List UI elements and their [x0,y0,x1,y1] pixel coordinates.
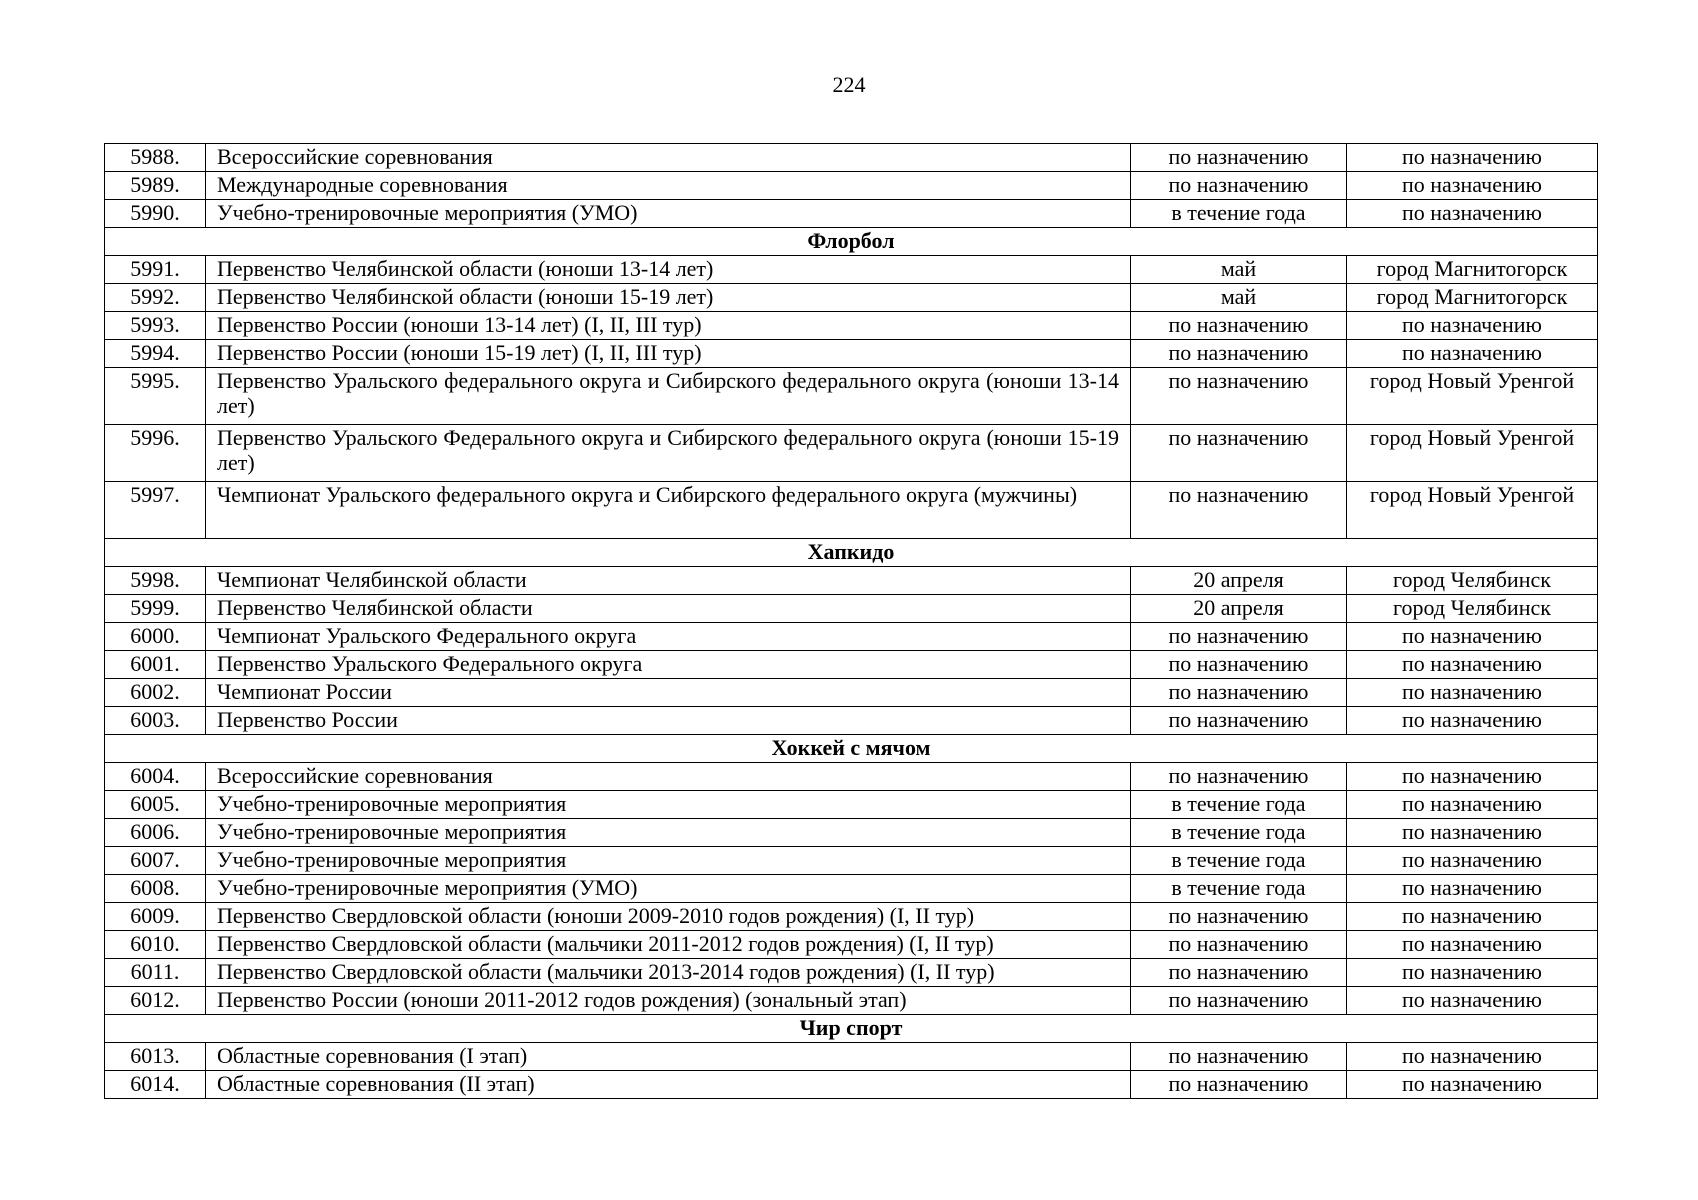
event-date-cell: по назначению [1131,144,1347,172]
event-date-cell: по назначению [1131,679,1347,707]
table-row [105,707,1598,735]
row-number-cell: 6012. [105,987,206,1015]
event-date-cell: по назначению [1131,707,1347,735]
section-header-row [105,1015,1598,1043]
event-place-cell: по назначению [1347,623,1598,651]
event-date-cell: по назначению [1131,623,1347,651]
event-name-cell: Первенство Свердловской области (юноши 2009-2010 годов рождения) (I, II тур) [206,903,1131,931]
event-date-cell: по назначению [1131,1071,1347,1099]
event-date-cell: по назначению [1131,312,1347,340]
row-number-cell: 5999. [105,595,206,623]
event-name-cell: Первенство Уральского Федерального округа [206,651,1131,679]
event-place-cell: по назначению [1347,931,1598,959]
event-place-cell: город Новый Уренгой [1347,368,1598,425]
event-date-cell: май [1131,256,1347,284]
event-place-cell: по назначению [1347,763,1598,791]
event-place-cell: по назначению [1347,707,1598,735]
event-date-cell: по назначению [1131,763,1347,791]
table-row [105,425,1598,482]
section-title: Флорбол [105,228,1598,256]
event-name-cell: Областные соревнования (II этап) [206,1071,1131,1099]
row-number-cell: 6000. [105,623,206,651]
event-name-cell: Первенство России (юноши 15-19 лет) (I, II, III тур) [206,340,1131,368]
row-number-cell: 6010. [105,931,206,959]
section-title: Чир спорт [105,1015,1598,1043]
table-row [105,763,1598,791]
table-row [105,931,1598,959]
event-date-cell: по назначению [1131,651,1347,679]
table-row [105,200,1598,228]
event-name-cell: Всероссийские соревнования [206,144,1131,172]
event-name-cell: Областные соревнования (I этап) [206,1043,1131,1071]
event-place-cell: по назначению [1347,847,1598,875]
event-date-cell: по назначению [1131,172,1347,200]
row-number-cell: 6007. [105,847,206,875]
row-number-cell: 5994. [105,340,206,368]
event-place-cell: по назначению [1347,819,1598,847]
event-place-cell: по назначению [1347,679,1598,707]
row-number-cell: 6002. [105,679,206,707]
table-row [105,144,1598,172]
table-row [105,903,1598,931]
row-number-cell: 6013. [105,1043,206,1071]
table-row [105,651,1598,679]
event-date-cell: май [1131,284,1347,312]
event-name-cell: Международные соревнования [206,172,1131,200]
event-date-cell: по назначению [1131,1043,1347,1071]
event-place-cell: по назначению [1347,200,1598,228]
row-number-cell: 5998. [105,567,206,595]
table-row [105,791,1598,819]
row-number-cell: 6003. [105,707,206,735]
event-date-cell: в течение года [1131,819,1347,847]
event-name-cell: Учебно-тренировочные мероприятия [206,791,1131,819]
table-row [105,987,1598,1015]
event-name-cell: Первенство России [206,707,1131,735]
event-name-cell: Учебно-тренировочные мероприятия [206,819,1131,847]
table-row [105,482,1598,539]
event-date-cell: в течение года [1131,200,1347,228]
event-name-cell: Чемпионат Уральского Федерального округа [206,623,1131,651]
event-place-cell: по назначению [1347,340,1598,368]
event-date-cell: в течение года [1131,875,1347,903]
event-name-cell: Чемпионат Уральского федерального округа и Сибирского федерального округа (мужчины) [206,482,1131,539]
table-row [105,679,1598,707]
event-name-cell: Учебно-тренировочные мероприятия [206,847,1131,875]
event-date-cell: по назначению [1131,903,1347,931]
table-row [105,567,1598,595]
row-number-cell: 5989. [105,172,206,200]
row-number-cell: 6006. [105,819,206,847]
table-row [105,595,1598,623]
row-number-cell: 5997. [105,482,206,539]
row-number-cell: 5996. [105,425,206,482]
event-name-cell: Чемпионат России [206,679,1131,707]
event-name-cell: Учебно-тренировочные мероприятия (УМО) [206,875,1131,903]
section-title: Хоккей с мячом [105,735,1598,763]
event-name-cell: Учебно-тренировочные мероприятия (УМО) [206,200,1131,228]
event-place-cell: город Новый Уренгой [1347,482,1598,539]
event-name-cell: Чемпионат Челябинской области [206,567,1131,595]
event-date-cell: по назначению [1131,931,1347,959]
table-row [105,284,1598,312]
event-date-cell: по назначению [1131,368,1347,425]
table-row [105,368,1598,425]
event-place-cell: город Челябинск [1347,567,1598,595]
row-number-cell: 5993. [105,312,206,340]
section-title: Хапкидо [105,539,1598,567]
event-place-cell: по назначению [1347,987,1598,1015]
row-number-cell: 6004. [105,763,206,791]
row-number-cell: 5995. [105,368,206,425]
row-number-cell: 6008. [105,875,206,903]
event-place-cell: по назначению [1347,791,1598,819]
event-place-cell: по назначению [1347,172,1598,200]
section-header-row [105,539,1598,567]
event-place-cell: по назначению [1347,651,1598,679]
event-place-cell: город Магнитогорск [1347,256,1598,284]
event-date-cell: в течение года [1131,847,1347,875]
table-row [105,340,1598,368]
row-number-cell: 6011. [105,959,206,987]
row-number-cell: 6005. [105,791,206,819]
event-place-cell: город Челябинск [1347,595,1598,623]
row-number-cell: 5988. [105,144,206,172]
event-name-cell: Первенство России (юноши 2011-2012 годов рождения) (зональный этап) [206,987,1131,1015]
table-row [105,172,1598,200]
event-date-cell: 20 апреля [1131,595,1347,623]
event-name-cell: Первенство Свердловской области (мальчики 2013-2014 годов рождения) (I, II тур) [206,959,1131,987]
event-place-cell: по назначению [1347,875,1598,903]
row-number-cell: 6009. [105,903,206,931]
event-date-cell: по назначению [1131,959,1347,987]
event-place-cell: по назначению [1347,959,1598,987]
event-date-cell: по назначению [1131,425,1347,482]
event-date-cell: по назначению [1131,340,1347,368]
table-row [105,875,1598,903]
row-number-cell: 5990. [105,200,206,228]
event-place-cell: город Магнитогорск [1347,284,1598,312]
event-name-cell: Первенство Челябинской области (юноши 13-14 лет) [206,256,1131,284]
table-row [105,623,1598,651]
event-name-cell: Первенство Уральского федерального округа и Сибирского федерального округа (юноши 13-14 лет) [206,368,1131,425]
section-header-row [105,228,1598,256]
event-place-cell: по назначению [1347,903,1598,931]
event-date-cell: по назначению [1131,987,1347,1015]
table-row [105,256,1598,284]
row-number-cell: 5991. [105,256,206,284]
event-name-cell: Первенство Уральского Федерального округа и Сибирского федерального округа (юноши 15-19 лет) [206,425,1131,482]
event-place-cell: по назначению [1347,312,1598,340]
section-header-row [105,735,1598,763]
table-row [105,1043,1598,1071]
event-date-cell: по назначению [1131,482,1347,539]
row-number-cell: 6001. [105,651,206,679]
event-place-cell: по назначению [1347,144,1598,172]
event-date-cell: 20 апреля [1131,567,1347,595]
event-place-cell: по назначению [1347,1071,1598,1099]
events-table-body [105,144,1598,1099]
events-table [104,143,1598,1099]
event-name-cell: Первенство России (юноши 13-14 лет) (I, II, III тур) [206,312,1131,340]
table-row [105,1071,1598,1099]
table-row [105,847,1598,875]
event-name-cell: Первенство Свердловской области (мальчики 2011-2012 годов рождения) (I, II тур) [206,931,1131,959]
row-number-cell: 6014. [105,1071,206,1099]
event-place-cell: по назначению [1347,1043,1598,1071]
event-name-cell: Первенство Челябинской области [206,595,1131,623]
table-row [105,959,1598,987]
event-date-cell: в течение года [1131,791,1347,819]
table-row [105,819,1598,847]
row-number-cell: 5992. [105,284,206,312]
event-place-cell: город Новый Уренгой [1347,425,1598,482]
event-name-cell: Всероссийские соревнования [206,763,1131,791]
table-row [105,312,1598,340]
page-number: 224 [832,72,866,97]
event-name-cell: Первенство Челябинской области (юноши 15-19 лет) [206,284,1131,312]
